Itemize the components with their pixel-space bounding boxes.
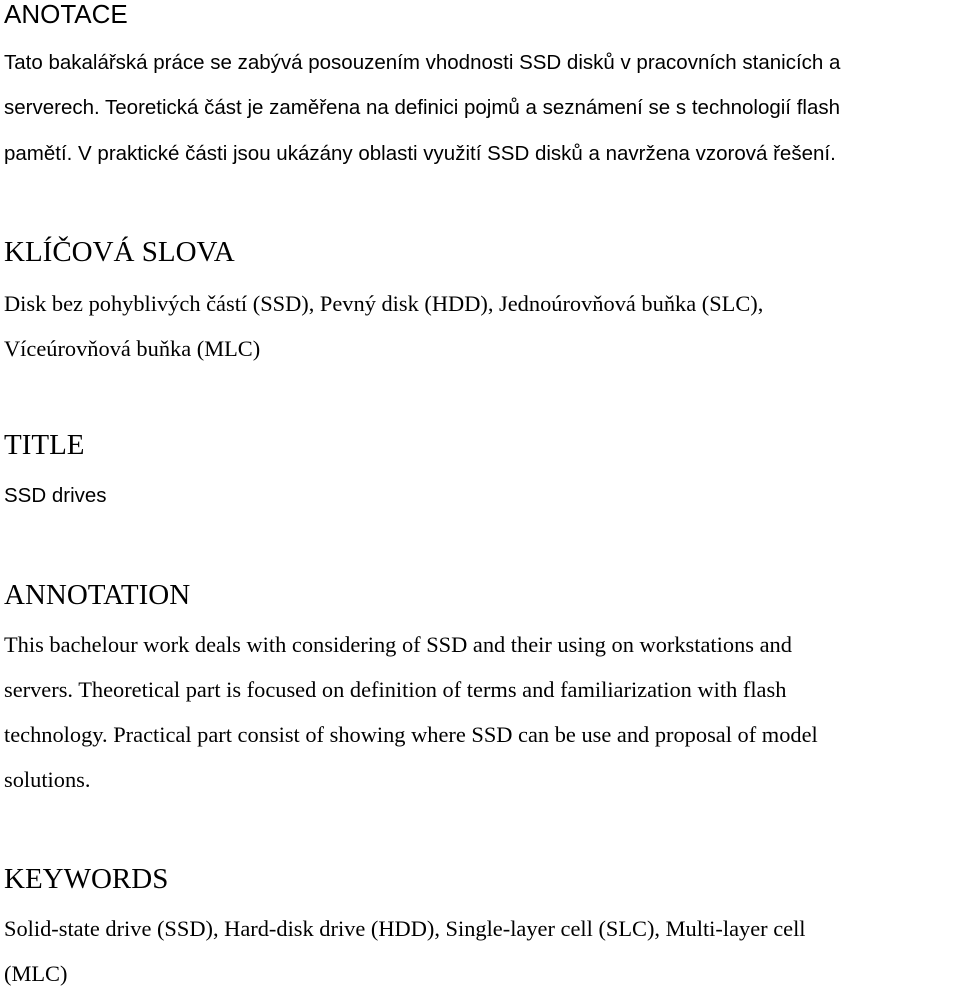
annotation-line-4: solutions. — [4, 767, 91, 792]
klicova-slova-line-1: Disk bez pohyblivých částí (SSD), Pevný disk (HDD), Jednoúrovňová buňka (SLC), — [4, 291, 764, 316]
title-text: SSD drives — [4, 484, 107, 507]
anotace-line-2: serverech. Teoretická část je zaměřena na definici pojmů a seznámení se s technologií flash — [4, 96, 841, 119]
klicova-slova-line-2: Víceúrovňová buňka (MLC) — [4, 336, 261, 361]
anotace-line-3: pamětí. V praktické části jsou ukázány oblasti využití SSD disků a navržena vzorová řešení. — [4, 142, 836, 165]
klicova-slova-heading: KLÍČOVÁ SLOVA — [4, 236, 235, 268]
title-heading: TITLE — [4, 429, 85, 461]
anotace-heading: ANOTACE — [4, 0, 128, 29]
annotation-line-2: servers. Theoretical part is focused on definition of terms and familiarization with flash — [4, 677, 787, 702]
keywords-line-1: Solid-state drive (SSD), Hard-disk drive (HDD), Single-layer cell (SLC), Multi-layer cell — [4, 916, 806, 941]
annotation-line-3: technology. Practical part consist of showing where SSD can be use and proposal of model — [4, 722, 818, 747]
anotace-line-1: Tato bakalářská práce se zabývá posouzením vhodnosti SSD disků v pracovních stanicích a — [4, 51, 841, 74]
keywords-line-2: (MLC) — [4, 961, 68, 986]
keywords-heading: KEYWORDS — [4, 863, 169, 895]
annotation-line-1: This bachelour work deals with considering of SSD and their using on workstations and — [4, 632, 792, 657]
annotation-heading: ANNOTATION — [4, 579, 191, 611]
